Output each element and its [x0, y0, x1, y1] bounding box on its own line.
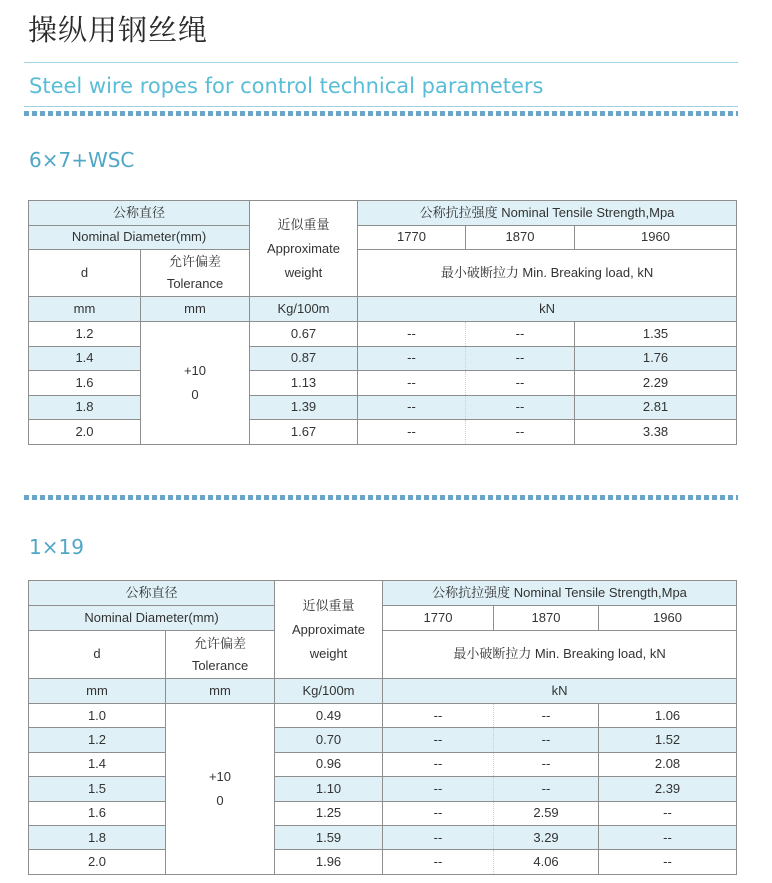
table-row: [29, 801, 737, 825]
header-grade: 1870: [494, 606, 599, 631]
cell-diameter: 1.6: [29, 371, 141, 396]
table-row: [29, 752, 737, 776]
cell-diameter: 1.2: [29, 322, 141, 347]
header-tolerance-line: 允许偏差: [169, 254, 222, 269]
header-weight-line: 近似重量: [277, 216, 330, 232]
header-tolerance: [166, 631, 275, 679]
unit-d: mm: [29, 679, 166, 704]
header-tolerance-line: 允许偏差: [194, 635, 247, 651]
unit-tolerance: mm: [166, 679, 275, 704]
cell-load-1960: 1.52: [599, 728, 737, 752]
cell-load-1770: --: [358, 322, 466, 347]
header-breaking-load: 最小破断拉力 Min. Breaking load, kN: [383, 631, 737, 679]
dashed-divider: [24, 495, 738, 500]
header-weight-line: Approximate: [292, 621, 365, 637]
header-grade: 1770: [358, 226, 466, 250]
unit-weight: Kg/100m: [250, 297, 358, 322]
cell-load-1960: 1.76: [575, 346, 737, 371]
cell-load-1770: --: [383, 825, 494, 849]
cell-weight: 0.49: [275, 704, 383, 728]
cell-weight: 0.96: [275, 752, 383, 776]
header-nominal-cn: 公称直径: [29, 201, 250, 226]
cell-load-1870: --: [494, 752, 599, 776]
dashed-divider: [24, 111, 738, 116]
page-title: 操纵用钢丝绳: [28, 13, 209, 47]
cell-diameter: 1.8: [29, 825, 166, 849]
cell-tolerance-line: 0: [191, 386, 199, 402]
header-nominal-en: Nominal Diameter(mm): [29, 226, 250, 250]
table-row: [29, 728, 737, 752]
cell-weight: 1.25: [275, 801, 383, 825]
cell-load-1960: 1.06: [599, 704, 737, 728]
cell-weight: 0.70: [275, 728, 383, 752]
cell-load-1770: --: [358, 371, 466, 396]
unit-d: mm: [29, 297, 141, 322]
header-weight-line: weight: [284, 264, 323, 280]
header-weight-line: weight: [309, 645, 348, 661]
cell-weight: 1.13: [250, 371, 358, 396]
page-subtitle: Steel wire ropes for control technical parameters: [29, 74, 544, 98]
cell-load-1960: --: [599, 825, 737, 849]
header-d: d: [29, 631, 166, 679]
header-weight-line: 近似重量: [302, 597, 355, 613]
section-title: 1×19: [29, 535, 84, 559]
cell-load-1870: --: [466, 371, 575, 396]
cell-load-1870: --: [494, 704, 599, 728]
cell-diameter: 1.8: [29, 395, 141, 420]
header-weight-line: Approximate: [267, 240, 340, 256]
cell-diameter: 2.0: [29, 420, 141, 445]
cell-load-1770: --: [358, 420, 466, 445]
header-tolerance-line: Tolerance: [191, 657, 249, 673]
unit-load: kN: [358, 297, 737, 322]
cell-weight: 1.39: [250, 395, 358, 420]
cell-load-1870: 4.06: [494, 850, 599, 874]
title-divider: [24, 62, 738, 63]
cell-load-1960: 2.81: [575, 395, 737, 420]
header-tolerance: [141, 250, 250, 297]
cell-weight: 0.67: [250, 322, 358, 347]
header-tolerance-line: Tolerance: [166, 276, 224, 291]
cell-tolerance-line: +10: [208, 768, 232, 784]
cell-tolerance: [166, 704, 275, 875]
cell-tolerance-line: +10: [183, 362, 207, 378]
cell-load-1870: --: [466, 346, 575, 371]
header-grade: 1960: [575, 226, 737, 250]
unit-tolerance: mm: [141, 297, 250, 322]
subtitle-divider: [24, 106, 738, 107]
table-row: [29, 704, 737, 728]
header-grade: 1960: [599, 606, 737, 631]
section-title: 6×7+WSC: [29, 148, 135, 172]
cell-load-1960: --: [599, 850, 737, 874]
cell-weight: 1.10: [275, 777, 383, 801]
table-row: [29, 850, 737, 874]
header-weight: [275, 581, 383, 679]
cell-load-1870: --: [494, 777, 599, 801]
header-d: d: [29, 250, 141, 297]
cell-load-1960: 2.39: [599, 777, 737, 801]
cell-load-1770: --: [383, 801, 494, 825]
cell-load-1870: --: [466, 322, 575, 347]
cell-load-1770: --: [358, 346, 466, 371]
spec-table: [28, 580, 737, 875]
cell-load-1770: --: [383, 752, 494, 776]
unit-weight: Kg/100m: [275, 679, 383, 704]
cell-diameter: 1.5: [29, 777, 166, 801]
cell-load-1960: 3.38: [575, 420, 737, 445]
spec-table: [28, 200, 737, 445]
header-weight: [250, 201, 358, 297]
cell-diameter: 1.0: [29, 704, 166, 728]
header-breaking-load: 最小破断拉力 Min. Breaking load, kN: [358, 250, 737, 297]
header-grade: 1870: [466, 226, 575, 250]
cell-load-1870: --: [466, 395, 575, 420]
table-row: [29, 371, 737, 396]
cell-load-1770: --: [383, 728, 494, 752]
cell-load-1770: --: [358, 395, 466, 420]
unit-load: kN: [383, 679, 737, 704]
cell-load-1960: 1.35: [575, 322, 737, 347]
header-strength: 公称抗拉强度 Nominal Tensile Strength,Mpa: [358, 201, 737, 226]
cell-load-1870: 2.59: [494, 801, 599, 825]
cell-weight: 1.59: [275, 825, 383, 849]
cell-load-1870: --: [466, 420, 575, 445]
table-row: [29, 395, 737, 420]
table-row: [29, 825, 737, 849]
cell-load-1960: --: [599, 801, 737, 825]
cell-load-1870: 3.29: [494, 825, 599, 849]
cell-load-1870: --: [494, 728, 599, 752]
table-row: [29, 346, 737, 371]
cell-load-1960: 2.08: [599, 752, 737, 776]
cell-diameter: 1.2: [29, 728, 166, 752]
cell-weight: 1.67: [250, 420, 358, 445]
cell-load-1770: --: [383, 704, 494, 728]
header-nominal-cn: 公称直径: [29, 581, 275, 606]
table-row: [29, 322, 737, 347]
cell-diameter: 1.4: [29, 346, 141, 371]
table-row: [29, 420, 737, 445]
cell-diameter: 2.0: [29, 850, 166, 874]
header-grade: 1770: [383, 606, 494, 631]
cell-load-1770: --: [383, 850, 494, 874]
table-row: [29, 777, 737, 801]
cell-diameter: 1.4: [29, 752, 166, 776]
cell-tolerance-line: 0: [216, 792, 224, 808]
header-nominal-en: Nominal Diameter(mm): [29, 606, 275, 631]
cell-load-1770: --: [383, 777, 494, 801]
cell-tolerance: [141, 322, 250, 445]
cell-weight: 0.87: [250, 346, 358, 371]
cell-weight: 1.96: [275, 850, 383, 874]
cell-load-1960: 2.29: [575, 371, 737, 396]
header-strength: 公称抗拉强度 Nominal Tensile Strength,Mpa: [383, 581, 737, 606]
cell-diameter: 1.6: [29, 801, 166, 825]
